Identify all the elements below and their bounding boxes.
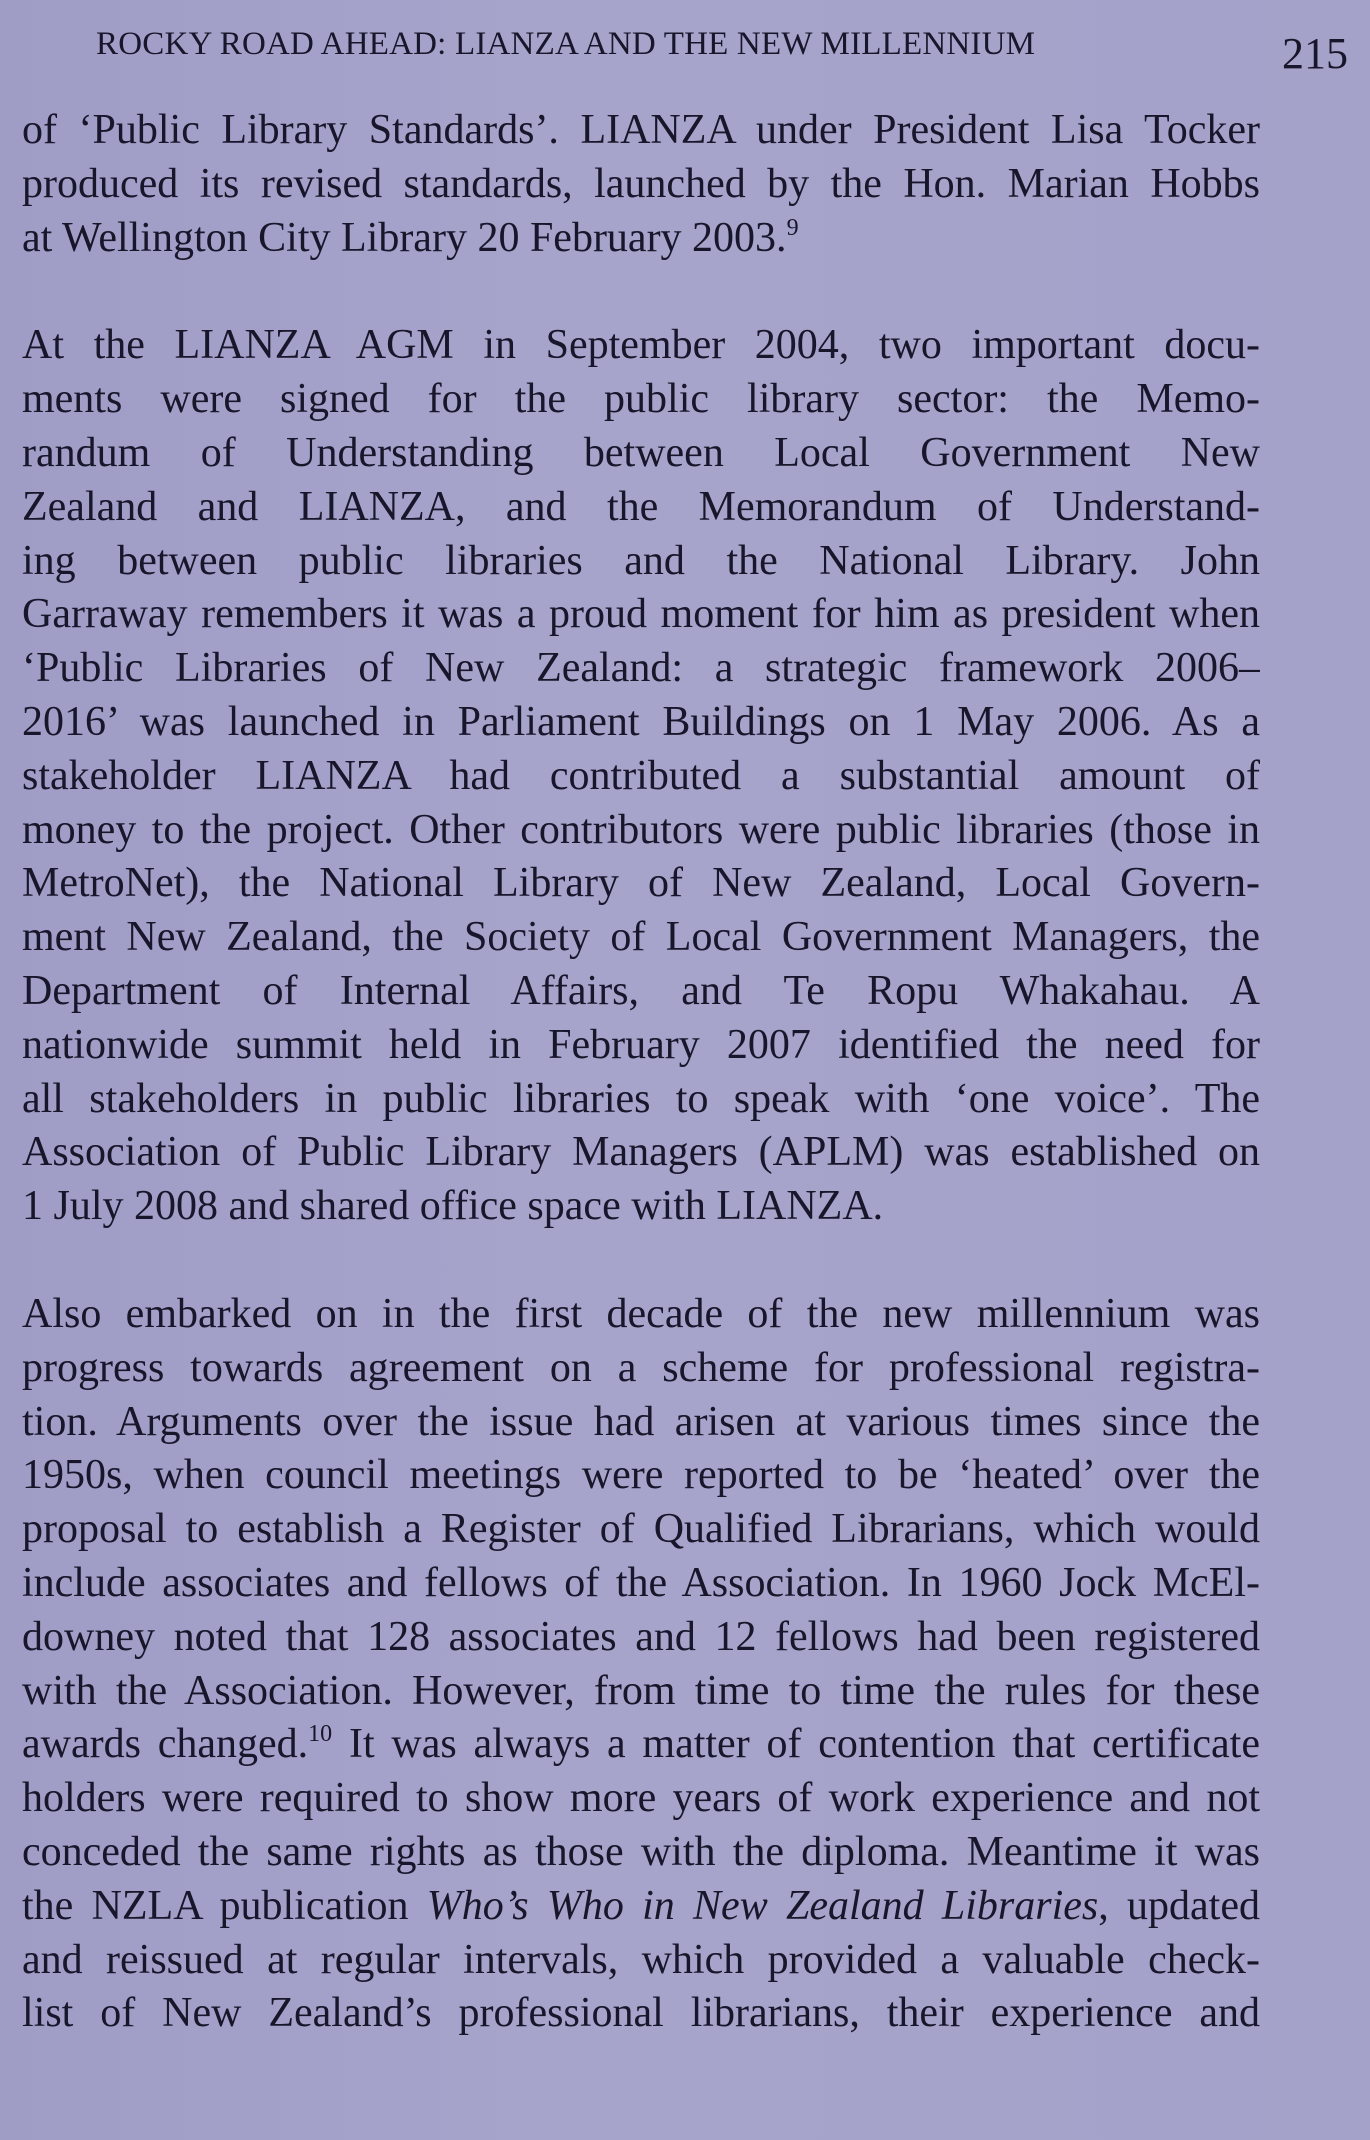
footnote-marker: 10	[308, 1721, 333, 1748]
text-line: nationwide summit held in February 2007 identified the need for	[22, 1021, 1260, 1068]
text-line: of ‘Public Library Standards’. LIANZA under President Lisa Tocker	[22, 107, 1260, 153]
text-line: ment New Zealand, the Society of Local Government Managers, the	[22, 914, 1260, 961]
text-line: 2016’ was launched in Parliament Buildings on 1 May 2006. As a	[22, 698, 1260, 745]
text-line: with the Association. However, from time to time the rules for these	[22, 1667, 1260, 1714]
text-line: at Wellington City Library 20 February 2003.$^9$	[22, 214, 799, 261]
text-line: ing between public libraries and the National Library. John	[22, 537, 1260, 584]
text-line: proposal to establish a Register of Qualified Librarians, which would	[22, 1506, 1260, 1553]
paragraph	[22, 104, 1260, 265]
text-line: the NZLA publication Who’s Who in New Zealand Libraries, updated	[22, 1882, 1260, 1929]
paragraph	[22, 1288, 1260, 2041]
text-line: awards changed.$^{10}$ It was always a matter of contention that certificate	[22, 1721, 1260, 1768]
text-line: MetroNet), the National Library of New Zealand, Local Govern-	[22, 860, 1260, 907]
text-line: stakeholder LIANZA had contributed a substantial amount of	[22, 752, 1260, 799]
paragraph	[22, 319, 1260, 1234]
text-line: money to the project. Other contributors were public libraries (those in	[22, 806, 1260, 853]
text-line: produced its revised standards, launched by the Hon. Marian Hobbs	[22, 160, 1260, 207]
page-number: 215	[1282, 29, 1348, 78]
body-text	[22, 104, 1260, 2041]
text-line: conceded the same rights as those with the diploma. Meantime it was	[22, 1828, 1260, 1875]
footnote-marker: 9	[786, 214, 799, 241]
text-line: randum of Understanding between Local Government New	[22, 429, 1260, 476]
text-line: all stakeholders in public libraries to speak with ‘one voice’. The	[22, 1075, 1260, 1122]
italic-title: Who’s Who in New Zealand Libraries	[426, 1882, 1099, 1929]
text-line: Also embarked on in the first decade of the new millennium was	[22, 1290, 1260, 1337]
text-line: list of New Zealand’s professional librarians, their experience and	[22, 1990, 1260, 2037]
text-line: 1 July 2008 and shared office space with LIANZA.	[22, 1183, 884, 1230]
text-line: Zealand and LIANZA, and the Memorandum of Understand-	[22, 483, 1260, 530]
text-line: Association of Public Library Managers (APLM) was established on	[22, 1129, 1260, 1176]
running-header: ROCKY ROAD AHEAD: LIANZA AND THE NEW MILLENNIUM	[96, 26, 1036, 62]
text-line: ments were signed for the public library sector: the Memo-	[22, 376, 1260, 423]
text-line: ‘Public Libraries of New Zealand: a strategic framework 2006–	[22, 645, 1260, 692]
text-line: progress towards agreement on a scheme for professional registra-	[22, 1344, 1260, 1391]
text-line: downey noted that 128 associates and 12 fellows had been registered	[22, 1613, 1260, 1660]
text-line: holders were required to show more years of work experience and not	[22, 1775, 1260, 1822]
text-line: Garraway remembers it was a proud moment for him as president when	[22, 591, 1260, 638]
text-line: and reissued at regular intervals, which provided a valuable check-	[22, 1936, 1260, 1983]
text-line: Department of Internal Affairs, and Te Ropu Whakahau. A	[22, 967, 1260, 1014]
text-line: At the LIANZA AGM in September 2004, two important docu-	[22, 322, 1260, 369]
text-line: 1950s, when council meetings were reported to be ‘heated’ over the	[22, 1452, 1260, 1499]
text-line: include associates and fellows of the Association. In 1960 Jock McEl-	[22, 1559, 1260, 1606]
text-line: tion. Arguments over the issue had arisen at various times since the	[22, 1398, 1260, 1445]
